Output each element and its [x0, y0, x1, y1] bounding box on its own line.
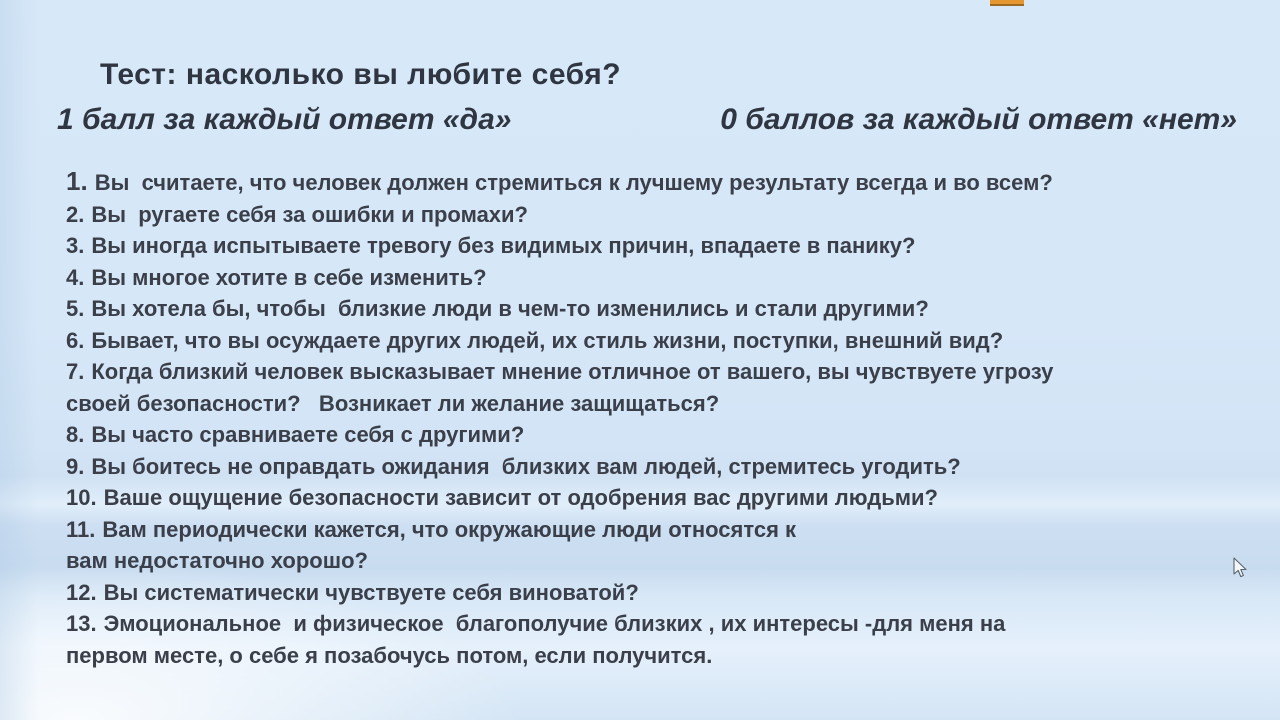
question-item-3 — [66, 230, 1240, 262]
question-number: 3. — [66, 233, 85, 258]
question-text: Когда близкий человек высказывает мнение отличное от вашего, вы чувствуете угрозу — [91, 359, 1054, 384]
question-text: своей безопасности? Возникает ли желание защищаться? — [66, 390, 720, 416]
orange-accent-bar — [990, 0, 1024, 6]
question-text: Бывает, что вы осуждаете других людей, их стиль жизни, поступки, внешний вид? — [91, 327, 1004, 353]
question-item-13-continued — [66, 640, 1240, 672]
question-item-7-continued — [66, 388, 1240, 420]
question-item-1 — [66, 166, 1240, 199]
question-number: 13. — [66, 611, 97, 636]
question-number: 11. — [66, 516, 96, 542]
question-text: Вы иногда испытываете тревогу без видимых причин, впадаете в панику? — [91, 233, 916, 258]
scoring-yes-label: 1 балл за каждый ответ «да» — [57, 103, 512, 136]
question-text: Вы ругаете себя за ошибки и промахи? — [91, 201, 528, 227]
slide-title: Тест: насколько вы любите себя? — [100, 58, 622, 91]
question-item-5 — [66, 293, 1240, 325]
question-text: Ваше ощущение безопасности зависит от одобрения вас другими людьми? — [103, 485, 938, 510]
question-text: Вам периодически кажется, что окружающие люди относятся к — [102, 516, 797, 542]
question-item-7 — [66, 356, 1240, 388]
question-number: 6. — [66, 327, 85, 353]
question-number: 1. — [66, 166, 88, 196]
question-number: 5. — [66, 296, 85, 321]
question-number: 9. — [66, 453, 85, 479]
question-text: вам недостаточно хорошо? — [66, 548, 368, 573]
question-text: Вы хотела бы, чтобы близкие люди в чем-то изменились и стали другими? — [91, 296, 929, 321]
question-number: 2. — [66, 201, 85, 227]
question-text: Вы часто сравниваете себя с другими? — [91, 422, 525, 447]
question-list — [66, 166, 1240, 671]
question-item-2 — [66, 199, 1240, 231]
question-item-6 — [66, 325, 1240, 357]
scoring-no-label: 0 баллов за каждый ответ «нет» — [720, 103, 1237, 136]
question-number: 10. — [66, 485, 97, 510]
question-number: 12. — [66, 579, 97, 605]
question-number: 4. — [66, 264, 85, 290]
question-item-8 — [66, 419, 1240, 451]
mouse-cursor-icon — [1233, 557, 1249, 581]
scoring-row — [57, 103, 1237, 137]
question-number: 8. — [66, 422, 85, 447]
question-item-11-continued — [66, 545, 1240, 577]
question-text: первом месте, о себе я позабочусь потом, если получится. — [66, 642, 713, 668]
question-text: Вы систематически чувствуете себя виноватой? — [103, 579, 639, 605]
question-text: Вы боитесь не оправдать ожидания близких вам людей, стремитесь угодить? — [91, 453, 961, 479]
question-item-13 — [66, 608, 1240, 640]
question-item-12 — [66, 577, 1240, 609]
question-item-9 — [66, 451, 1240, 483]
question-item-4 — [66, 262, 1240, 294]
question-text: Вы считаете, что человек должен стремиться к лучшему результату всегда и во всем? — [94, 170, 1053, 195]
question-item-10 — [66, 482, 1240, 514]
question-text: Вы многое хотите в себе изменить? — [91, 264, 487, 290]
question-item-11 — [66, 514, 1240, 546]
question-text: Эмоциональное и физическое благополучие близких , их интересы -для меня на — [103, 611, 1006, 636]
question-number: 7. — [66, 359, 85, 384]
